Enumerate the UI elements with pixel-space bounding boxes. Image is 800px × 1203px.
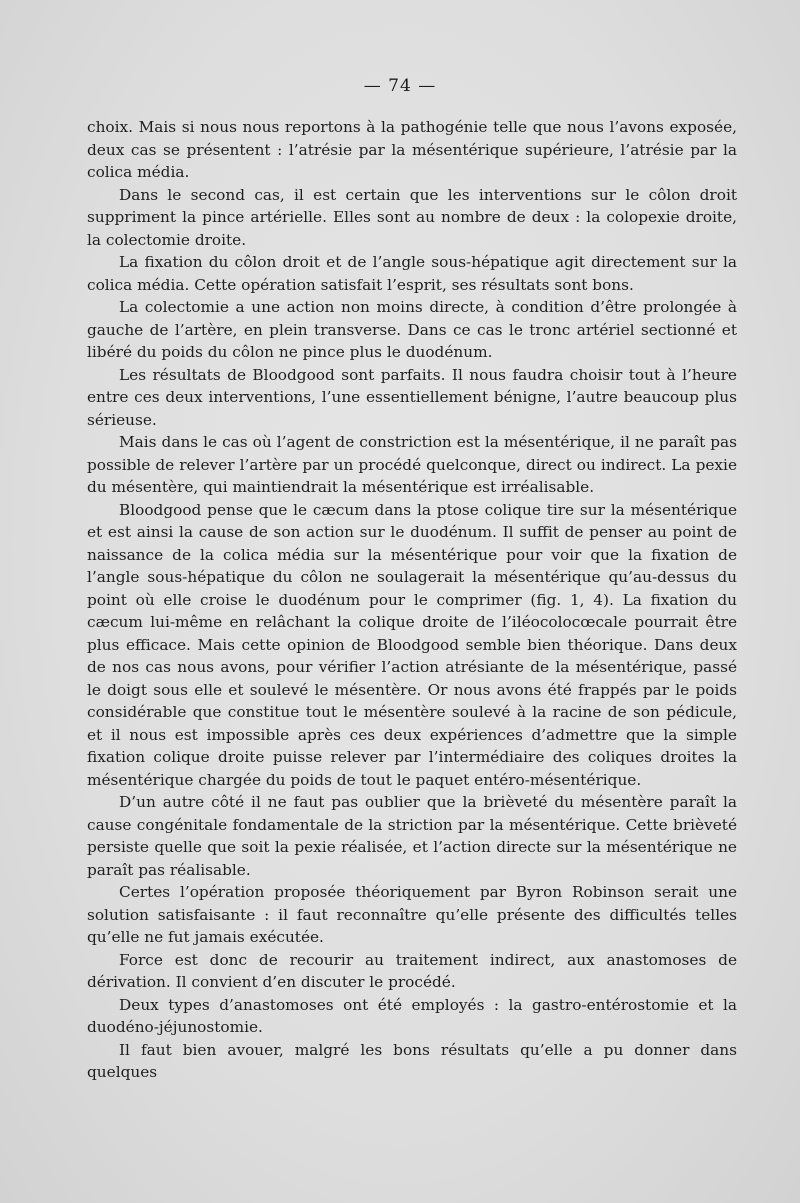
paragraph-2: Dans le second cas, il est certain que les interventions sur le côlon droit suppriment la pince artérielle. Elles sont au nombre de deux : la colopexie droite, la colectomie droite. [87, 185, 737, 249]
page-number: — 74 — [363, 76, 437, 96]
paragraph-1: choix. Mais si nous nous reportons à la pathogénie telle que nous l’avons exposée, deux cas se présentent : l’atrésie par la mésentérique supérieure, l’atrésie par la colica média. [87, 118, 737, 181]
paragraph-3: La fixation du côlon droit et de l’angle sous-hépatique agit directement sur la colica média. Cette opération satisfait l’esprit, ses résultats sont bons. [87, 253, 737, 294]
paragraph-9: Certes l’opération proposée théoriquement par Byron Robinson serait une solution satisfaisante : il faut reconnaître qu’elle présente des difficultés telles qu’elle ne fut jamais exécutée. [87, 883, 737, 946]
paragraph-5: Les résultats de Bloodgood sont parfaits. Il nous faudra choisir tout à l’heure entre ces deux interventions, l’une essentiellement bénigne, l’autre beaucoup plus sérieuse. [87, 365, 737, 429]
paragraph-12: Il faut bien avouer, malgré les bons résultats qu’elle a pu donner dans quelques [87, 1040, 737, 1081]
paragraph-8: D’un autre côté il ne faut pas oublier que la brièveté du mésentère paraît la cause congénitale fondamentale de la striction par la mésentérique. Cette brièveté persiste quelle que soit la pexie réalisée, et l’action directe sur la mésentérique ne paraît pas réalisable. [87, 793, 737, 879]
text-body [87, 116, 737, 1084]
paragraph-7: Bloodgood pense que le cæcum dans la ptose colique tire sur la mésentérique et est ainsi la cause de son action sur le duodénum. Il suffit de penser au point de naissance de la colica média sur la mésentérique pour voir que la fixation de l’angle sous-hépatique du côlon ne soulagerait la mésentérique qu’au-dessus du point où elle croise le duodénum pour le comprimer (fig. 1, 4). La fixation du cæcum lui-même en relâchant la colique droite de l’iléocolocœcale pourrait être plus efficace. Mais cette opinion de Bloodgood semble bien théorique. Dans deux de nos cas nous avons, pour vérifier l’action atrésiante de la mésentérique, passé le doigt sous elle et soulevé le mésentère. Or nous avons été frappés par le poids considérable que constitue tout le mésentère soulevé à la racine de son pédicule, et il nous est impossible après ces deux expériences d’admettre que la simple fixation colique droite puisse relever par l’intermédiaire des coliques droites la mésentérique chargée du poids de tout le paquet entéro-mésentérique. [87, 500, 737, 789]
paragraph-10: Force est donc de recourir au traitement indirect, aux anastomoses de dérivation. Il convient d’en discuter le procédé. [87, 950, 737, 991]
paragraph-11: Deux types d’anastomoses ont été employés : la gastro-entérostomie et la duodéno-jéjunostomie. [87, 995, 737, 1036]
paragraph-6: Mais dans le cas où l’agent de constriction est la mésentérique, il ne paraît pas possible de relever l’artère par un procédé quelconque, direct ou indirect. La pexie du mésentère, qui maintiendrait la mésentérique est irréalisable. [87, 433, 737, 496]
paragraph-4: La colectomie a une action non moins directe, à condition d’être prolongée à gauche de l’artère, en plein transverse. Dans ce cas le tronc artériel sectionné et libéré du poids du côlon ne pince plus le duodénum. [87, 298, 737, 361]
